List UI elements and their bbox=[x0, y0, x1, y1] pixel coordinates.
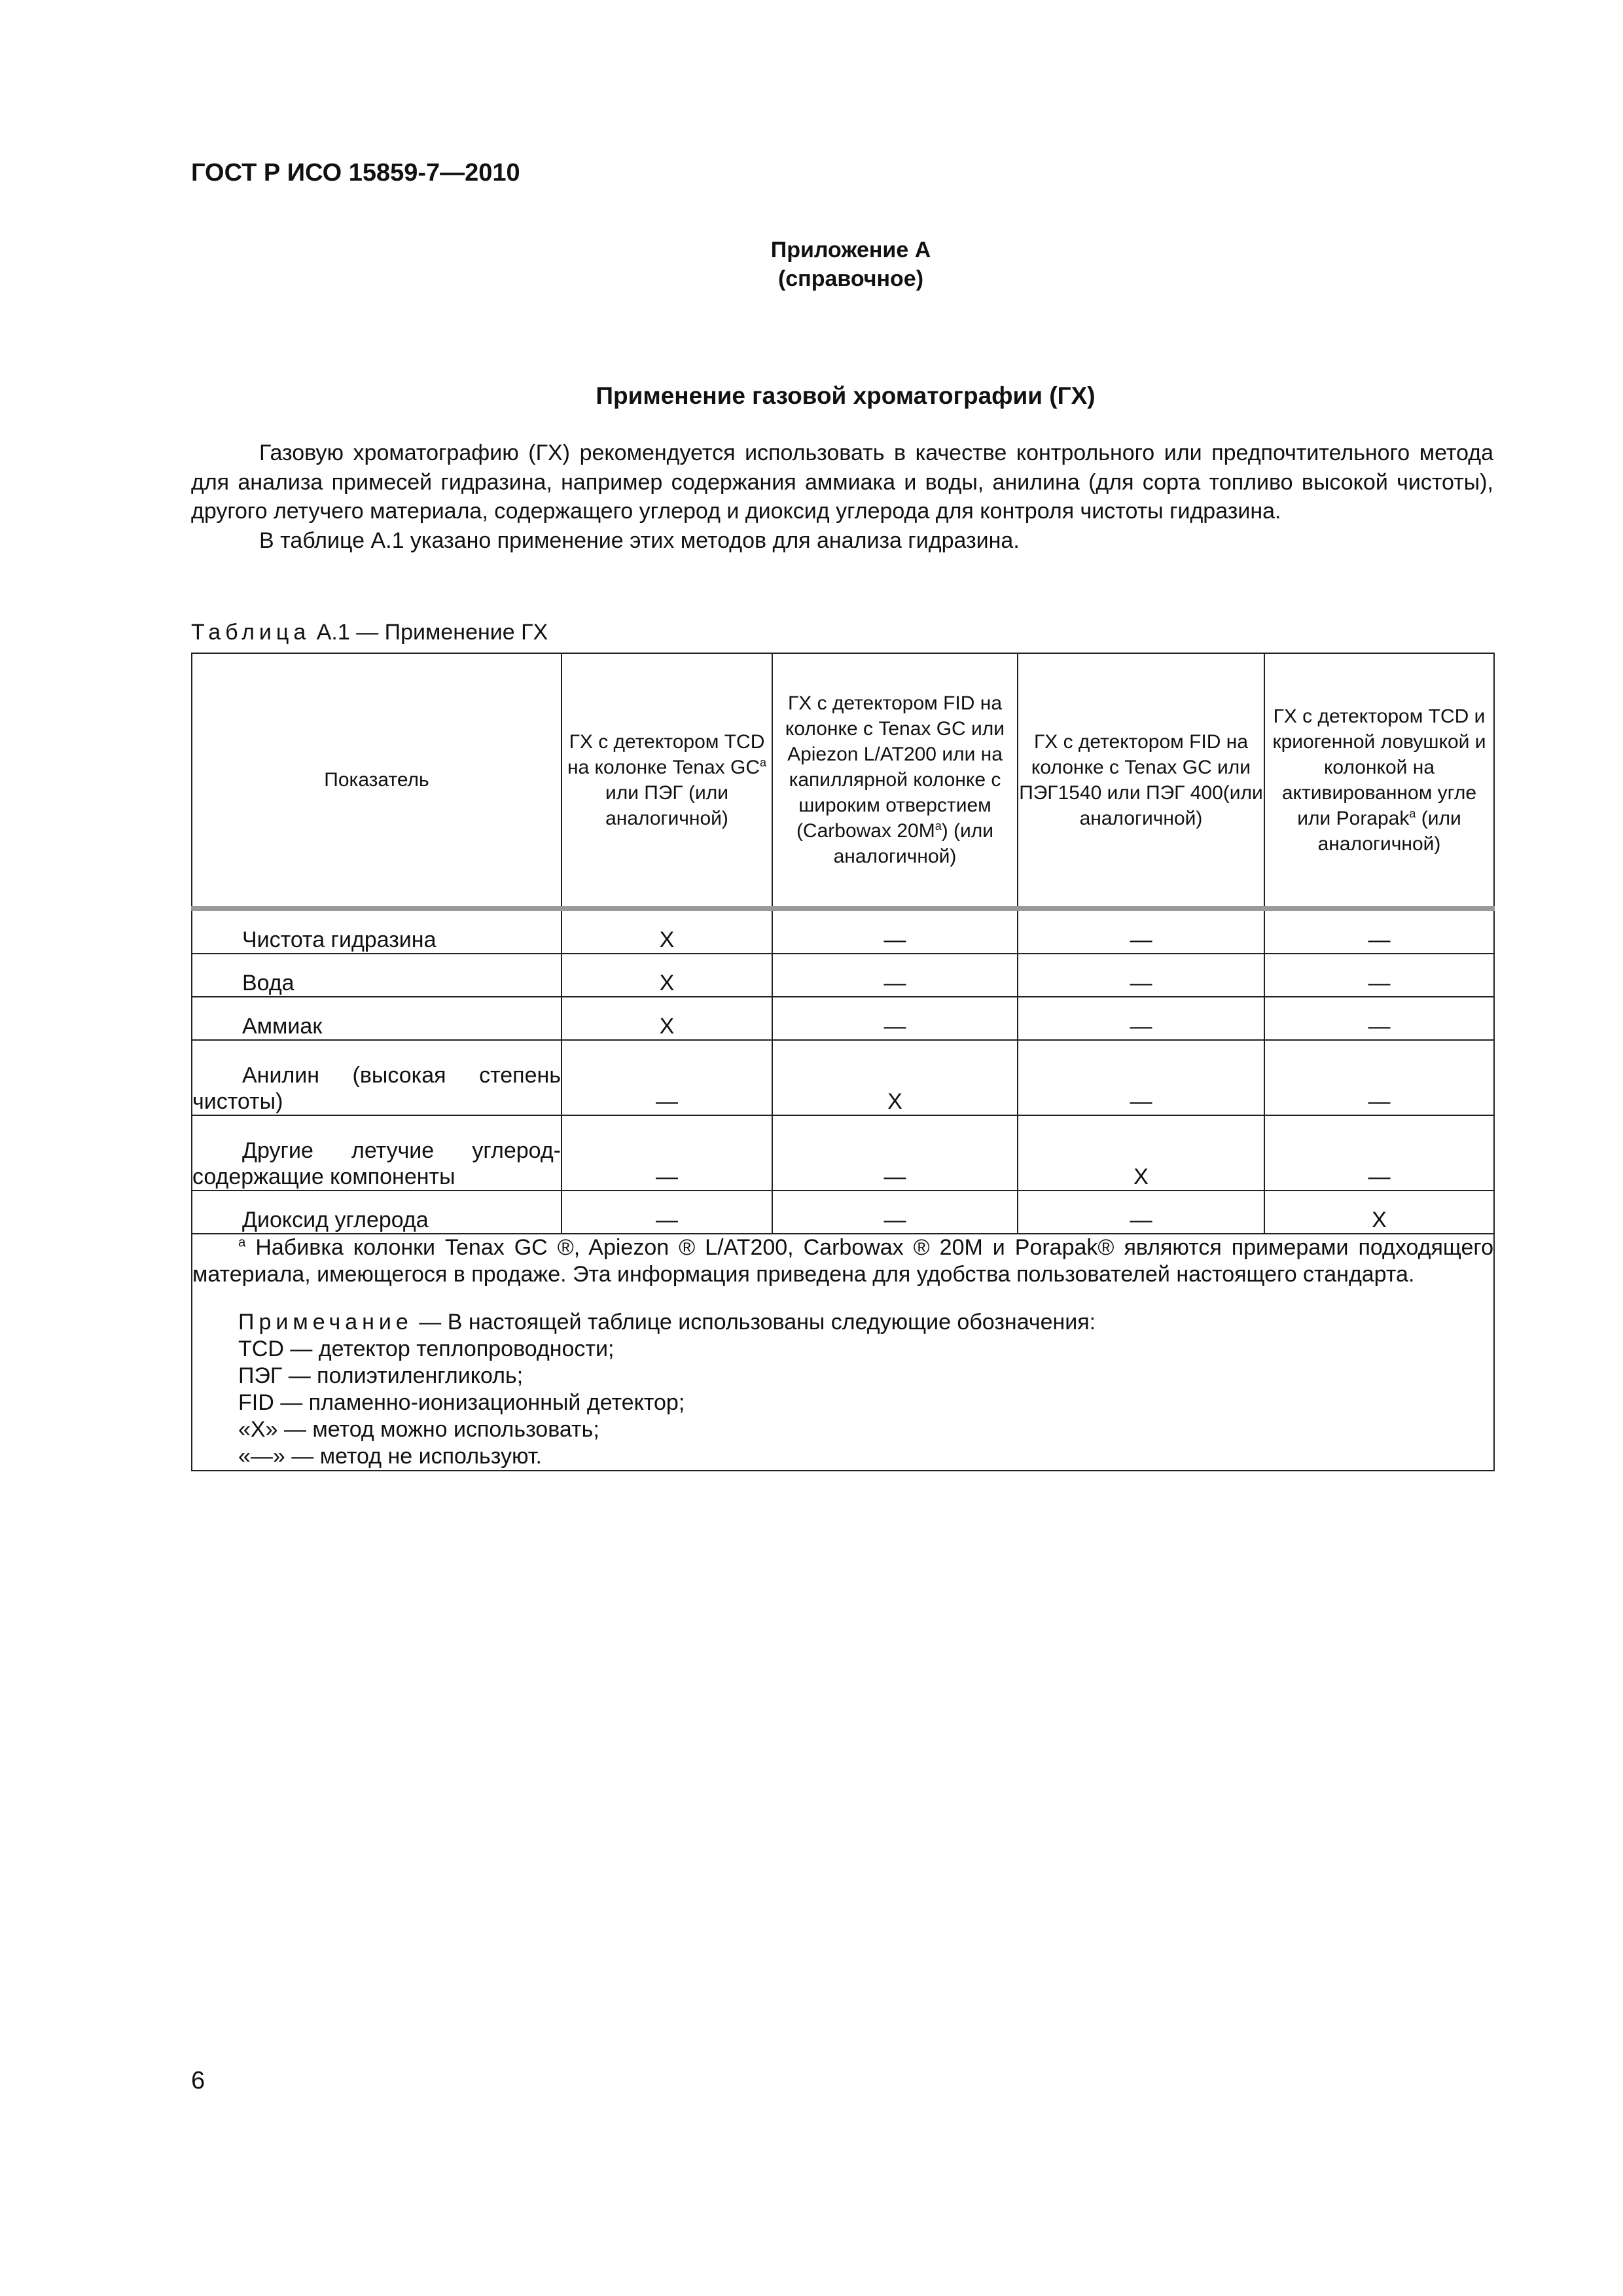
table-notes bbox=[192, 1234, 1494, 1471]
annex-title: Приложение А bbox=[770, 238, 931, 262]
row-mark: — bbox=[772, 1191, 1018, 1234]
row-mark: X bbox=[562, 908, 772, 954]
row-indicator: Диоксид углерода bbox=[192, 1191, 562, 1234]
row-mark: — bbox=[1264, 997, 1494, 1040]
table-note bbox=[192, 1309, 1493, 1470]
table-row bbox=[192, 908, 1494, 954]
row-mark: — bbox=[1018, 1191, 1264, 1234]
table-caption-label: Таблица bbox=[191, 620, 311, 645]
note-item: FID — пламенно-ионизационный детектор; bbox=[238, 1390, 685, 1415]
note-item: «X» — метод можно использовать; bbox=[238, 1417, 599, 1442]
table-caption-text: А.1 — Применение ГХ bbox=[310, 620, 548, 645]
table-notes-row bbox=[192, 1234, 1494, 1471]
body-text bbox=[191, 439, 1493, 555]
row-mark: — bbox=[1264, 954, 1494, 997]
row-mark: — bbox=[1264, 1115, 1494, 1191]
row-mark: X bbox=[562, 954, 772, 997]
row-mark: — bbox=[1018, 954, 1264, 997]
header-method-1: ГХ с детектором TCD на колонке Tenax $GC^a$ или ПЭГ (или аналогичной) bbox=[562, 653, 772, 908]
row-indicator: Аммиак bbox=[192, 997, 562, 1040]
note-item: «—» — метод не используют. bbox=[238, 1444, 542, 1469]
row-indicator: Чистота гидразина bbox=[192, 908, 562, 954]
row-mark: — bbox=[772, 1115, 1018, 1191]
table-footnote: $^a$ Набивка колонки Tenax GC ®, Apiezon ® L/AT200, Carbowax ® 20M и Porapak® являются примерами подходящего материала, имеющегося в продаже. Эта информация приведена для удобства пользователей настоящего стандарта. bbox=[192, 1235, 1493, 1287]
row-mark: — bbox=[1264, 908, 1494, 954]
header-indicator: Показатель bbox=[192, 653, 562, 908]
table-caption bbox=[191, 620, 548, 645]
section-heading: Применение газовой хроматографии (ГХ) bbox=[596, 382, 1096, 409]
note-item: TCD — детектор теплопроводности; bbox=[238, 1336, 615, 1361]
header-method-3: ГХ с детектором FID на колонке с Tenax GC или ПЭГ1540 или ПЭГ 400(или аналогичной) bbox=[1018, 653, 1264, 908]
table-row bbox=[192, 997, 1494, 1040]
annex-subtitle: (справочное) bbox=[777, 266, 924, 291]
row-mark: — bbox=[562, 1115, 772, 1191]
row-mark: — bbox=[1018, 997, 1264, 1040]
row-mark: — bbox=[562, 1191, 772, 1234]
row-mark: X bbox=[562, 997, 772, 1040]
row-mark: — bbox=[1018, 1040, 1264, 1115]
gc-application-table bbox=[191, 653, 1495, 1471]
row-mark: X bbox=[772, 1040, 1018, 1115]
header-method-2: ГХ с детектором FID на колонке с Tenax GC или Apiezon L/AT200 или на капиллярной колонке с широким отверстием (Carbowax $20M^a$) (или аналогичной) bbox=[772, 653, 1018, 908]
table-row bbox=[192, 1040, 1494, 1115]
table-row bbox=[192, 1115, 1494, 1191]
row-indicator: Другие летучие углерод-содержащие компоненты bbox=[192, 1115, 562, 1191]
row-mark: — bbox=[1264, 1040, 1494, 1115]
row-mark: — bbox=[772, 908, 1018, 954]
table-row bbox=[192, 954, 1494, 997]
paragraph: В таблице А.1 указано применение этих методов для анализа гидразина. bbox=[259, 528, 1020, 553]
row-indicator: Вода bbox=[192, 954, 562, 997]
row-mark: X bbox=[1018, 1115, 1264, 1191]
row-mark: — bbox=[772, 997, 1018, 1040]
table-header-row bbox=[192, 653, 1494, 908]
note-intro: Примечание — В настоящей таблице использованы следующие обозначения: bbox=[238, 1310, 1096, 1335]
row-mark: — bbox=[1018, 908, 1264, 954]
row-mark: — bbox=[772, 954, 1018, 997]
paragraph: Газовую хроматографию (ГХ) рекомендуется использовать в качестве контрольного или предпочтительного метода для анализа примесей гидразина, например содержания аммиака и воды, анилина (для сорта топливо высокой чистоты), другого летучего материала, содержащего углерод и диоксид углерода для контроля чистоты гидразина. bbox=[191, 440, 1493, 524]
page-number: 6 bbox=[191, 2067, 205, 2094]
header-method-4: ГХ с детектором TCD и криогенной ловушкой и колонкой на активированном угле или Porapak$^a$ (или аналогичной) bbox=[1264, 653, 1494, 908]
standard-header: ГОСТ Р ИСО 15859-7—2010 bbox=[191, 159, 520, 187]
row-mark: X bbox=[1264, 1191, 1494, 1234]
note-item: ПЭГ — полиэтиленгликоль; bbox=[238, 1363, 524, 1388]
table-row bbox=[192, 1191, 1494, 1234]
row-indicator: Анилин (высокая степень чистоты) bbox=[192, 1040, 562, 1115]
annex-title-block bbox=[654, 236, 1047, 293]
row-mark: — bbox=[562, 1040, 772, 1115]
